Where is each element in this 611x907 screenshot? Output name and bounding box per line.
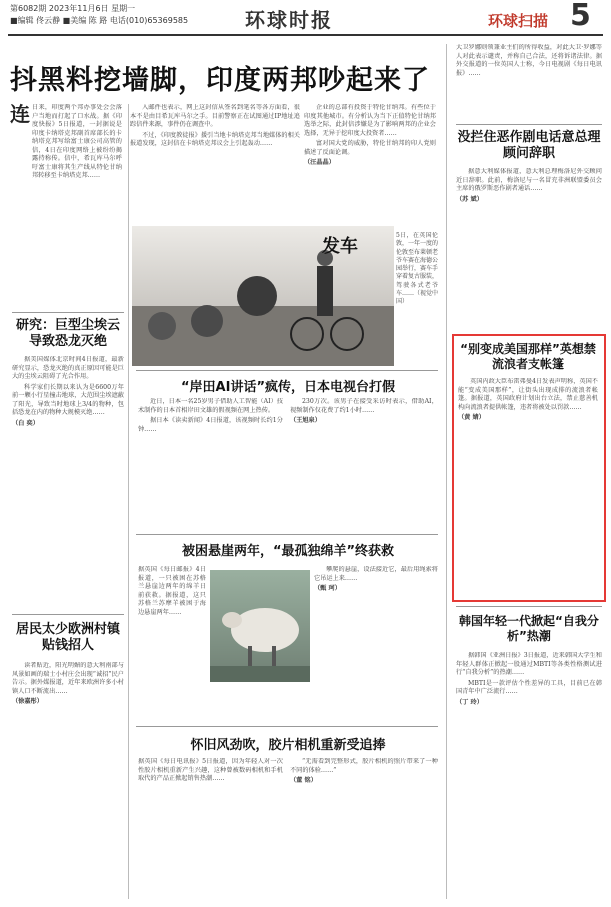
korea-para-2: MBTI是一款评估个性差异的工具，目前已在韩国青年中广泛流行…… bbox=[456, 679, 602, 695]
highlight-para-1: 英国内政大臣布雷弗曼4日发表声明称，英国不能“变成美国那样”，让街头出现成排的流浪者帐篷。据报道，英国政府计划出台立法，禁止慈善机构向流浪者提供帐篷，违者将被处以罚款…… bbox=[458, 378, 598, 411]
editor: ■编辑 佟云静 bbox=[10, 16, 61, 25]
korea-headline: 韩国年轻一代掀起“自我分析”热潮 bbox=[459, 614, 599, 643]
lead-col-1-text: 日来，印度两个邦办事处会会落户当地而打起了口水战。据《印度快报》5日报道，一封据说是印度卡纳塔克邦副首席部长的卡纳塔克邦写给富士康公司高管的信，4日在印度网络上被纷纷揭露持称传。信中，希瓦库马尔呼吁富士康将其生产线从特伦甘纳邦转移至卡纳塔克邦…… bbox=[32, 104, 122, 179]
lead-dropcap: 连 bbox=[10, 102, 30, 126]
sheep-body: 据英国《每日邮报》4日报道，一只被困在苏格兰悬崖边两年的绵羊日前获救。据报道，这只苏格兰苏摩羊被困于海边悬崖两年…… bbox=[138, 566, 206, 616]
page-number: 5 bbox=[570, 0, 591, 33]
header-band bbox=[0, 0, 611, 36]
rule-camera bbox=[136, 726, 438, 727]
phone: 电话(010)65369585 bbox=[109, 16, 189, 25]
ai-headline: “岸田AI讲话”疯传，日本电视台打假 bbox=[181, 380, 395, 395]
masthead: 环球时报 bbox=[245, 8, 333, 32]
research-body bbox=[12, 356, 124, 596]
research-para-2: 科学家们长期以来认为是6600万年前一颗小行星撞击地球，大范围尘埃遮蔽了阳光，导致当时地球上3/4的物种，包括恐龙在内的物种大规模灭绝…… bbox=[12, 383, 124, 416]
camera-body-2 bbox=[290, 758, 438, 898]
designer: ■美编 陈 路 bbox=[62, 16, 108, 25]
header-rule bbox=[8, 34, 603, 36]
highlight-byline: （黄 婧） bbox=[458, 414, 485, 421]
highlight-headline: “别变成美国那样”英想禁流浪者支帐篷 bbox=[460, 342, 596, 371]
staff-line bbox=[10, 16, 188, 26]
column-rule-right bbox=[446, 44, 447, 899]
ai-para-1: 近日，日本一名25岁男子借助人工智能（AI）技术制作的日本首相岸田文雄的假视频在网上热传。 bbox=[138, 398, 283, 414]
sheep-byline: （甄 珂） bbox=[314, 585, 341, 592]
issue-date: 2023年11月6日 bbox=[48, 4, 109, 13]
rule-show bbox=[456, 124, 602, 125]
column-rule-left bbox=[128, 104, 129, 899]
rule-villages bbox=[12, 614, 124, 615]
ai-para-2: 据日本《读卖新闻》4日报道，该视频时长约1分钟…… bbox=[138, 417, 283, 433]
show-body bbox=[456, 168, 602, 328]
lead-col-3 bbox=[304, 104, 436, 222]
villages-body bbox=[12, 662, 124, 898]
weekday: 星期一 bbox=[111, 4, 136, 13]
section-title: 环球扫描 bbox=[488, 12, 549, 30]
camera-body: 据英国《每日电讯报》5日报道，因为年轻人对一次性胶片相机重新产生兴趣，这种曾被数码相机和手机取代的产品正掀起销售热潮…… bbox=[138, 758, 283, 782]
lead-col-2 bbox=[130, 104, 300, 214]
research-byline: （白 奕） bbox=[12, 419, 39, 427]
research-headline: 研究：巨型尘埃云导致恐龙灭绝 bbox=[15, 318, 120, 349]
lead-col-1 bbox=[10, 104, 122, 314]
camera-para-2: “无需看到完整形式，胶片相机的照片带来了一种不同的体验……” bbox=[290, 758, 438, 774]
camera-byline: （董 铭） bbox=[290, 777, 317, 784]
ai-para-3: 230万次。该男子在接受采访时表示，借助AI，视频制作仅花费了约1小时…… bbox=[290, 398, 438, 414]
bicycle-photo bbox=[132, 226, 394, 366]
camera-headline: 怀旧风劲吹，胶片相机重新受追捧 bbox=[190, 738, 386, 753]
lead-byline: （汪晶晶） bbox=[304, 159, 335, 166]
show-para-1: 据意大利媒体报道，意大利总理梅洛尼外交顾问近日辞职。此前，梅洛尼与一名冒充非洲联盟委员会主席的俄罗斯恶作剧者通话…… bbox=[456, 168, 602, 192]
edition-number: 第6082期 bbox=[10, 4, 47, 13]
photo-story-title: 发车 bbox=[322, 236, 358, 257]
lead-col-2-para-2: 不过，《印度教徒报》援引当地卡纳塔克邦当地媒体的相关报道发现，这封信在卡纳塔克邦议会上引起轰动…… bbox=[130, 131, 300, 147]
sheep-icon bbox=[210, 570, 310, 682]
villages-headline: 居民太少欧洲村镇贴钱招人 bbox=[15, 622, 120, 653]
lead-headline: 抖黑料挖墙脚，印度两邦吵起来了 bbox=[10, 65, 430, 96]
korea-byline: （丁 玲） bbox=[456, 698, 483, 706]
rule-ai bbox=[136, 370, 438, 371]
korea-para-1: 据韩国《亚洲日报》3日报道，近来韩国大学生和年轻人群体正掀起一股通过MBTI等各类性格测试进行“自我分析”的热潮…… bbox=[456, 652, 602, 676]
edition-line bbox=[10, 4, 135, 14]
photo-caption: 5日，在英国伦敦，一年一度的伦敦至布莱顿老爷车赛在海德公园举行，赛车手穿着复古服装，驾驶各式老爷车……（视觉中国） bbox=[396, 232, 438, 306]
sheep-photo bbox=[210, 570, 310, 682]
sheep-para-2: 攀爬的悬崖，设法接近它，最后用绳索将它吊运上来…… bbox=[314, 566, 438, 582]
lead-col-2-para-1: 入邮件也表示，网上这封信从签名到笔名等各方面看，很本不是由目希瓦库马尔之手。目前警察正在试图通过IP地址追踪信件来源，事件仍在调查中。 bbox=[130, 104, 300, 128]
lead-col-3-para-2: 富对国大党的威胁，特伦甘纳邦的印人党则描述了反面论调。 bbox=[304, 140, 436, 156]
sheep-headline: 被困悬崖两年，“最孤独绵羊”终获救 bbox=[181, 544, 395, 559]
korea-body bbox=[456, 652, 602, 898]
rule-research bbox=[12, 312, 124, 313]
villages-para-1: 读者贴近，阳光明媚的意大利南部与风景如画的瑞士小村庄会出现“诚招”民户告示。据外媒报道，近年来欧洲许多小村镇人口不断流出…… bbox=[12, 662, 124, 695]
highlight-body bbox=[458, 378, 598, 592]
show-byline: （苏 斌） bbox=[456, 195, 483, 203]
ai-byline: （王旭泉） bbox=[290, 417, 321, 424]
ai-body-2 bbox=[290, 398, 438, 528]
right-top-body: 大卫罗娜则领兼业主们的所得收益，对此大卫·罗娜等人对此表示谴责，并称自己合法，还将诉诸法律。据外交报道的一位英国人士称，今日电视剧《每日电讯报》…… bbox=[456, 44, 602, 77]
villages-byline: （徐嘉彤） bbox=[12, 698, 43, 705]
ai-body bbox=[138, 398, 283, 528]
research-para-1: 据美国媒体北京时间4日报道，最新研究显示，恐龙灭绝的真正原因可能是巨大的尘埃云阻碍了光合作用。 bbox=[12, 356, 124, 380]
rule-sheep bbox=[136, 534, 438, 535]
lead-col-3-para-1: 企业的总部有投资于特伦甘纳邦。有些位于印度其他城市。有分析认为当下正值特伦甘纳邦选举之际，此封信涉嫌是为了影响两邦的企业会选择，无异于挖印度大投资者…… bbox=[304, 104, 436, 137]
show-headline: 没拦住恶作剧电话意总理顾问辞职 bbox=[457, 130, 601, 161]
sheep-body-2 bbox=[314, 566, 438, 708]
rule-korea bbox=[456, 606, 602, 607]
